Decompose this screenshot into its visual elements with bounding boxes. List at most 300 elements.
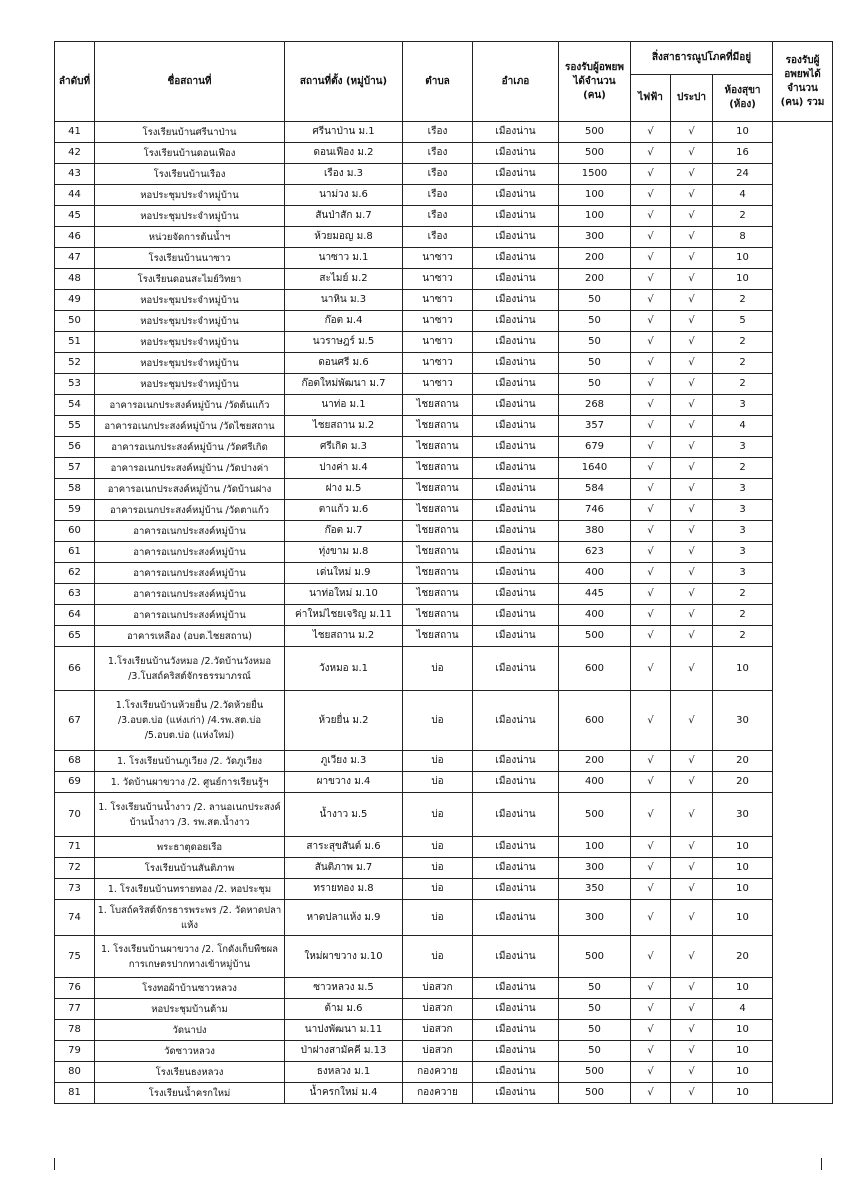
cell-no: 62 xyxy=(55,563,95,584)
cell-location: ไชยสถาน ม.2 xyxy=(285,416,403,437)
cell-district: เมืองน่าน xyxy=(473,858,559,879)
table-row xyxy=(55,395,833,416)
cell-electricity: √ xyxy=(631,269,671,290)
cell-no: 71 xyxy=(55,837,95,858)
cell-electricity: √ xyxy=(631,227,671,248)
cell-place-name: หอประชุมประจำหมู่บ้าน xyxy=(95,353,285,374)
cell-subdistrict: บ่อ xyxy=(403,858,473,879)
cell-capacity: 400 xyxy=(559,605,631,626)
cell-place-name: หอประชุมบ้านต้าม xyxy=(95,999,285,1020)
cell-place-name: 1.โรงเรียนบ้านห้วยยื่น /2.วัดห้วยยื่น /3.อบต.บ่อ (แห่งเก่า) /4.รพ.สต.บ่อ /5.อบต.บ่อ (แห่งใหม่) xyxy=(95,691,285,751)
cell-water: √ xyxy=(671,164,713,185)
cell-water: √ xyxy=(671,185,713,206)
cell-subdistrict: บ่อ xyxy=(403,647,473,691)
cell-toilets: 30 xyxy=(713,691,773,751)
cell-no: 54 xyxy=(55,395,95,416)
cell-water: √ xyxy=(671,626,713,647)
cell-district: เมืองน่าน xyxy=(473,936,559,978)
cell-district: เมืองน่าน xyxy=(473,563,559,584)
cell-water: √ xyxy=(671,311,713,332)
table-row xyxy=(55,353,833,374)
cell-electricity: √ xyxy=(631,311,671,332)
table-row xyxy=(55,978,833,999)
cell-capacity: 500 xyxy=(559,626,631,647)
cell-location: ภูเวียง ม.3 xyxy=(285,751,403,772)
cell-location: นาปงพัฒนา ม.11 xyxy=(285,1020,403,1041)
cell-district: เมืองน่าน xyxy=(473,900,559,936)
cell-place-name: อาคารอเนกประสงค์หมู่บ้าน xyxy=(95,563,285,584)
table-row xyxy=(55,879,833,900)
cell-water: √ xyxy=(671,999,713,1020)
cell-electricity: √ xyxy=(631,542,671,563)
cell-subdistrict: บ่อ xyxy=(403,772,473,793)
table-row xyxy=(55,542,833,563)
cell-place-name: โรงเรียนบ้านเรือง xyxy=(95,164,285,185)
cell-capacity: 445 xyxy=(559,584,631,605)
cell-no: 50 xyxy=(55,311,95,332)
cell-subdistrict: ไชยสถาน xyxy=(403,605,473,626)
cell-toilets: 30 xyxy=(713,793,773,837)
table-row xyxy=(55,858,833,879)
cell-place-name: อาคารอเนกประสงค์หมู่บ้าน /วัดบ้านฝาง xyxy=(95,479,285,500)
cell-subdistrict: เรือง xyxy=(403,185,473,206)
cell-subdistrict: นาซาว xyxy=(403,374,473,395)
table-row xyxy=(55,1020,833,1041)
cell-district: เมืองน่าน xyxy=(473,879,559,900)
cell-water: √ xyxy=(671,353,713,374)
cell-subdistrict: ไชยสถาน xyxy=(403,437,473,458)
cell-electricity: √ xyxy=(631,751,671,772)
cell-location: ทุ่งขาม ม.8 xyxy=(285,542,403,563)
cell-location: ศรีนาป่าน ม.1 xyxy=(285,122,403,143)
cell-district: เมืองน่าน xyxy=(473,500,559,521)
cell-electricity: √ xyxy=(631,978,671,999)
cell-toilets: 10 xyxy=(713,1083,773,1104)
cell-district: เมืองน่าน xyxy=(473,1020,559,1041)
cell-electricity: √ xyxy=(631,479,671,500)
cell-toilets: 3 xyxy=(713,395,773,416)
cell-place-name: 1. โบสถ์คริสต์จักรธารพระพร /2. วัดหาดปลาแห้ง xyxy=(95,900,285,936)
cell-electricity: √ xyxy=(631,772,671,793)
cell-water: √ xyxy=(671,458,713,479)
cell-water: √ xyxy=(671,584,713,605)
table-row xyxy=(55,521,833,542)
col-header-place-name: ชื่อสถานที่ xyxy=(95,42,285,122)
cell-electricity: √ xyxy=(631,691,671,751)
cell-toilets: 2 xyxy=(713,332,773,353)
table-row xyxy=(55,563,833,584)
cell-toilets: 2 xyxy=(713,584,773,605)
table-row xyxy=(55,311,833,332)
col-header-subdistrict: ตำบล xyxy=(403,42,473,122)
cell-subdistrict: ไชยสถาน xyxy=(403,584,473,605)
cell-water: √ xyxy=(671,437,713,458)
cell-electricity: √ xyxy=(631,416,671,437)
table-row xyxy=(55,691,833,751)
cell-location: สันติภาพ ม.7 xyxy=(285,858,403,879)
cell-district: เมืองน่าน xyxy=(473,691,559,751)
table-row xyxy=(55,269,833,290)
table-row xyxy=(55,751,833,772)
cell-capacity: 584 xyxy=(559,479,631,500)
cell-district: เมืองน่าน xyxy=(473,521,559,542)
cell-district: เมืองน่าน xyxy=(473,374,559,395)
cell-place-name: หอประชุมประจำหมู่บ้าน xyxy=(95,332,285,353)
cell-location: ป่าฝางสามัคคี ม.13 xyxy=(285,1041,403,1062)
cell-location: ศรีเกิด ม.3 xyxy=(285,437,403,458)
table-row xyxy=(55,185,833,206)
cell-place-name: อาคารอเนกประสงค์หมู่บ้าน /วัดต้นแก้ว xyxy=(95,395,285,416)
cell-electricity: √ xyxy=(631,164,671,185)
cell-place-name: อาคารอเนกประสงค์หมู่บ้าน /วัดปางค่า xyxy=(95,458,285,479)
cell-capacity: 300 xyxy=(559,900,631,936)
cell-water: √ xyxy=(671,521,713,542)
table-row xyxy=(55,1083,833,1104)
cell-district: เมืองน่าน xyxy=(473,332,559,353)
cell-location: น้ำครกใหม่ ม.4 xyxy=(285,1083,403,1104)
cell-capacity: 400 xyxy=(559,772,631,793)
cell-subdistrict: เรือง xyxy=(403,227,473,248)
table-row xyxy=(55,458,833,479)
cell-district: เมืองน่าน xyxy=(473,1062,559,1083)
cell-toilets: 3 xyxy=(713,479,773,500)
cell-capacity: 300 xyxy=(559,227,631,248)
cell-toilets: 2 xyxy=(713,206,773,227)
cell-location: สันป่าสัก ม.7 xyxy=(285,206,403,227)
cell-district: เมืองน่าน xyxy=(473,751,559,772)
cell-subdistrict: บ่อ xyxy=(403,879,473,900)
cell-water: √ xyxy=(671,563,713,584)
table-row xyxy=(55,900,833,936)
cell-water: √ xyxy=(671,143,713,164)
cell-place-name: โรงเรียนบ้านนาซาว xyxy=(95,248,285,269)
cell-electricity: √ xyxy=(631,1041,671,1062)
cell-water: √ xyxy=(671,751,713,772)
cell-water: √ xyxy=(671,374,713,395)
cell-capacity: 1640 xyxy=(559,458,631,479)
cell-water: √ xyxy=(671,605,713,626)
cell-water: √ xyxy=(671,900,713,936)
table-row xyxy=(55,290,833,311)
cell-no: 79 xyxy=(55,1041,95,1062)
cell-toilets: 5 xyxy=(713,311,773,332)
cell-capacity: 500 xyxy=(559,122,631,143)
cell-location: ตาแก้ว ม.6 xyxy=(285,500,403,521)
cell-electricity: √ xyxy=(631,605,671,626)
cell-place-name: 1. โรงเรียนบ้านทรายทอง /2. หอประชุม xyxy=(95,879,285,900)
cell-water: √ xyxy=(671,837,713,858)
cell-district: เมืองน่าน xyxy=(473,437,559,458)
cell-location: นวราษฎร์ ม.5 xyxy=(285,332,403,353)
table-row xyxy=(55,227,833,248)
cell-district: เมืองน่าน xyxy=(473,122,559,143)
cell-subdistrict: บ่อสวก xyxy=(403,999,473,1020)
cell-no: 66 xyxy=(55,647,95,691)
cell-district: เมืองน่าน xyxy=(473,311,559,332)
cell-electricity: √ xyxy=(631,999,671,1020)
table-row xyxy=(55,479,833,500)
cell-location: ก๊อตใหม่พัฒนา ม.7 xyxy=(285,374,403,395)
cell-no: 76 xyxy=(55,978,95,999)
cell-no: 49 xyxy=(55,290,95,311)
cell-no: 57 xyxy=(55,458,95,479)
cell-toilets: 10 xyxy=(713,122,773,143)
cell-subdistrict: บ่อ xyxy=(403,751,473,772)
cell-capacity: 300 xyxy=(559,858,631,879)
cell-subdistrict: ไชยสถาน xyxy=(403,500,473,521)
cell-subdistrict: บ่อ xyxy=(403,837,473,858)
cell-location: นาซาว ม.1 xyxy=(285,248,403,269)
cell-subdistrict: เรือง xyxy=(403,143,473,164)
cell-subdistrict: ไชยสถาน xyxy=(403,521,473,542)
cell-toilets: 10 xyxy=(713,248,773,269)
cell-no: 44 xyxy=(55,185,95,206)
cell-capacity: 50 xyxy=(559,999,631,1020)
cell-capacity: 500 xyxy=(559,793,631,837)
evacuation-sites-table xyxy=(54,41,833,1104)
cell-electricity: √ xyxy=(631,1083,671,1104)
cell-water: √ xyxy=(671,332,713,353)
cell-district: เมืองน่าน xyxy=(473,248,559,269)
cell-place-name: หอประชุมประจำหมู่บ้าน xyxy=(95,290,285,311)
cell-district: เมืองน่าน xyxy=(473,793,559,837)
cell-capacity: 50 xyxy=(559,1041,631,1062)
cell-place-name: โรงเรียนบ้านศรีนาป่าน xyxy=(95,122,285,143)
cell-toilets: 4 xyxy=(713,185,773,206)
cell-place-name: หอประชุมประจำหมู่บ้าน xyxy=(95,206,285,227)
cell-capacity: 200 xyxy=(559,269,631,290)
cell-district: เมืองน่าน xyxy=(473,164,559,185)
cell-location: นาท่อ ม.1 xyxy=(285,395,403,416)
cell-place-name: โรงเรียนบ้านสันติภาพ xyxy=(95,858,285,879)
cell-toilets: 3 xyxy=(713,563,773,584)
cell-location: ผาขวาง ม.4 xyxy=(285,772,403,793)
cell-toilets: 20 xyxy=(713,936,773,978)
cell-toilets: 3 xyxy=(713,500,773,521)
cell-place-name: วัดนาปง xyxy=(95,1020,285,1041)
cell-electricity: √ xyxy=(631,837,671,858)
cell-electricity: √ xyxy=(631,437,671,458)
table-row xyxy=(55,143,833,164)
table-row xyxy=(55,164,833,185)
table-row xyxy=(55,936,833,978)
col-header-total: รองรับผู้อพยพได้ จำนวน (คน) รวม xyxy=(773,42,833,122)
cell-no: 53 xyxy=(55,374,95,395)
col-header-no: ลำดับที่ xyxy=(55,42,95,122)
cell-toilets: 4 xyxy=(713,416,773,437)
table-row xyxy=(55,416,833,437)
cell-electricity: √ xyxy=(631,936,671,978)
cell-location: สาระสุขสันต์ ม.6 xyxy=(285,837,403,858)
table-header xyxy=(55,42,833,122)
cell-location: เด่นใหม่ ม.9 xyxy=(285,563,403,584)
cell-subdistrict: ไชยสถาน xyxy=(403,626,473,647)
cell-district: เมืองน่าน xyxy=(473,416,559,437)
cell-no: 60 xyxy=(55,521,95,542)
cell-no: 69 xyxy=(55,772,95,793)
cell-district: เมืองน่าน xyxy=(473,227,559,248)
col-header-location: สถานที่ตั้ง (หมู่บ้าน) xyxy=(285,42,403,122)
cell-district: เมืองน่าน xyxy=(473,458,559,479)
table-row xyxy=(55,793,833,837)
cell-water: √ xyxy=(671,772,713,793)
cell-no: 58 xyxy=(55,479,95,500)
cell-subdistrict: กองควาย xyxy=(403,1062,473,1083)
cell-electricity: √ xyxy=(631,563,671,584)
cell-no: 48 xyxy=(55,269,95,290)
col-header-capacity: รองรับผู้อพยพ ได้จำนวน (คน) xyxy=(559,42,631,122)
cell-toilets: 16 xyxy=(713,143,773,164)
cell-capacity: 500 xyxy=(559,936,631,978)
cell-capacity: 200 xyxy=(559,751,631,772)
cell-district: เมืองน่าน xyxy=(473,584,559,605)
table-row xyxy=(55,332,833,353)
cell-place-name: 1. โรงเรียนบ้านผาขวาง /2. โกดังเก็บพืชผลการเกษตรปากทางเข้าหมู่บ้าน xyxy=(95,936,285,978)
cell-electricity: √ xyxy=(631,647,671,691)
cell-water: √ xyxy=(671,647,713,691)
cell-subdistrict: บ่อสวก xyxy=(403,978,473,999)
cell-no: 65 xyxy=(55,626,95,647)
cell-no: 56 xyxy=(55,437,95,458)
cell-capacity: 600 xyxy=(559,691,631,751)
cell-subdistrict: ไชยสถาน xyxy=(403,563,473,584)
table-body xyxy=(55,122,833,1104)
cell-location: ห้วยยื่น ม.2 xyxy=(285,691,403,751)
cell-toilets: 3 xyxy=(713,437,773,458)
cell-electricity: √ xyxy=(631,858,671,879)
cell-capacity: 50 xyxy=(559,978,631,999)
cell-capacity: 600 xyxy=(559,647,631,691)
evacuation-sites-sheet xyxy=(54,41,825,1104)
cell-location: ก๊อต ม.4 xyxy=(285,311,403,332)
cell-capacity: 1500 xyxy=(559,164,631,185)
cell-place-name: 1.โรงเรียนบ้านวังหมอ /2.วัดบ้านวังหมอ /3.โบสถ์คริสต์จักรธรรมาภรณ์ xyxy=(95,647,285,691)
cell-water: √ xyxy=(671,542,713,563)
cell-district: เมืองน่าน xyxy=(473,647,559,691)
cell-electricity: √ xyxy=(631,879,671,900)
cell-toilets: 2 xyxy=(713,626,773,647)
cell-toilets: 2 xyxy=(713,458,773,479)
cell-location: ดอนศรี ม.6 xyxy=(285,353,403,374)
cell-place-name: อาคารเหลือง (อบต.ไชยสถาน) xyxy=(95,626,285,647)
cell-electricity: √ xyxy=(631,900,671,936)
cell-toilets: 10 xyxy=(713,900,773,936)
cell-subdistrict: บ่อ xyxy=(403,936,473,978)
cell-water: √ xyxy=(671,395,713,416)
cell-place-name: พระธาตุดอยเรือ xyxy=(95,837,285,858)
cell-water: √ xyxy=(671,479,713,500)
cell-subdistrict: นาซาว xyxy=(403,311,473,332)
cell-electricity: √ xyxy=(631,248,671,269)
cell-subdistrict: นาซาว xyxy=(403,269,473,290)
cell-toilets: 24 xyxy=(713,164,773,185)
cell-capacity: 380 xyxy=(559,521,631,542)
cell-no: 55 xyxy=(55,416,95,437)
table-row xyxy=(55,772,833,793)
cell-capacity: 100 xyxy=(559,206,631,227)
cell-toilets: 4 xyxy=(713,999,773,1020)
cell-capacity: 100 xyxy=(559,185,631,206)
cell-electricity: √ xyxy=(631,374,671,395)
cell-location: ซาวหลวง ม.5 xyxy=(285,978,403,999)
table-row xyxy=(55,837,833,858)
cell-electricity: √ xyxy=(631,332,671,353)
cell-place-name: อาคารอเนกประสงค์หมู่บ้าน /วัดไชยสถาน xyxy=(95,416,285,437)
cell-location: นาท่อใหม่ ม.10 xyxy=(285,584,403,605)
col-header-electricity: ไฟฟ้า xyxy=(631,75,671,122)
cell-no: 43 xyxy=(55,164,95,185)
cell-capacity: 50 xyxy=(559,290,631,311)
cell-location: ดอนเฟือง ม.2 xyxy=(285,143,403,164)
cell-toilets: 2 xyxy=(713,290,773,311)
cell-location: หาดปลาแห้ง ม.9 xyxy=(285,900,403,936)
table-row xyxy=(55,248,833,269)
cell-capacity: 746 xyxy=(559,500,631,521)
table-row xyxy=(55,1041,833,1062)
cell-place-name: หน่วยจัดการต้นน้ำฯ xyxy=(95,227,285,248)
cell-capacity: 623 xyxy=(559,542,631,563)
cell-water: √ xyxy=(671,879,713,900)
cell-location: ทรายทอง ม.8 xyxy=(285,879,403,900)
cell-district: เมืองน่าน xyxy=(473,395,559,416)
cell-location: ธงหลวง ม.1 xyxy=(285,1062,403,1083)
cell-location: ต้าม ม.6 xyxy=(285,999,403,1020)
cell-place-name: โรงเรียนบ้านดอนเฟือง xyxy=(95,143,285,164)
table-row xyxy=(55,584,833,605)
cell-district: เมืองน่าน xyxy=(473,353,559,374)
cell-no: 77 xyxy=(55,999,95,1020)
cell-electricity: √ xyxy=(631,353,671,374)
cell-toilets: 2 xyxy=(713,353,773,374)
cell-location: ฝาง ม.5 xyxy=(285,479,403,500)
cell-capacity: 50 xyxy=(559,374,631,395)
table-row xyxy=(55,999,833,1020)
cell-district: เมืองน่าน xyxy=(473,479,559,500)
cell-electricity: √ xyxy=(631,122,671,143)
cell-location: นาหิน ม.3 xyxy=(285,290,403,311)
cell-subdistrict: บ่อ xyxy=(403,900,473,936)
cell-no: 47 xyxy=(55,248,95,269)
cell-district: เมืองน่าน xyxy=(473,837,559,858)
cell-no: 73 xyxy=(55,879,95,900)
cell-subdistrict: เรือง xyxy=(403,164,473,185)
cell-no: 64 xyxy=(55,605,95,626)
cell-toilets: 10 xyxy=(713,1041,773,1062)
cell-no: 74 xyxy=(55,900,95,936)
cell-subdistrict: บ่อ xyxy=(403,793,473,837)
cell-place-name: อาคารอเนกประสงค์หมู่บ้าน xyxy=(95,584,285,605)
cell-district: เมืองน่าน xyxy=(473,290,559,311)
cell-subdistrict: นาซาว xyxy=(403,353,473,374)
cell-subdistrict: ไชยสถาน xyxy=(403,542,473,563)
cell-subdistrict: ไชยสถาน xyxy=(403,458,473,479)
cell-no: 46 xyxy=(55,227,95,248)
cell-water: √ xyxy=(671,227,713,248)
cell-place-name: อาคารอเนกประสงค์หมู่บ้าน xyxy=(95,521,285,542)
cell-place-name: หอประชุมประจำหมู่บ้าน xyxy=(95,311,285,332)
col-header-water: ประปา xyxy=(671,75,713,122)
cell-no: 51 xyxy=(55,332,95,353)
cell-subdistrict: ไชยสถาน xyxy=(403,395,473,416)
cell-capacity: 679 xyxy=(559,437,631,458)
cell-water: √ xyxy=(671,978,713,999)
cell-capacity: 50 xyxy=(559,353,631,374)
cell-district: เมืองน่าน xyxy=(473,1083,559,1104)
cell-no: 68 xyxy=(55,751,95,772)
cell-no: 80 xyxy=(55,1062,95,1083)
cell-water: √ xyxy=(671,248,713,269)
table-row xyxy=(55,122,833,143)
